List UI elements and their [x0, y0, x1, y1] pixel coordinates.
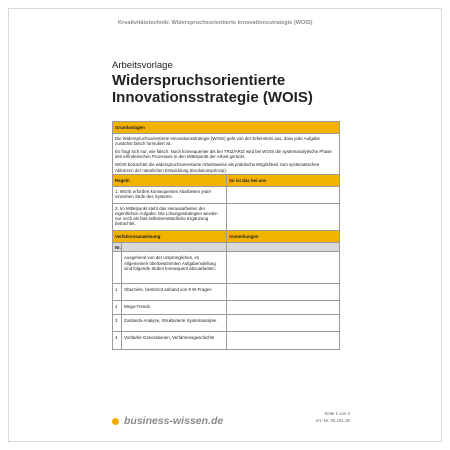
step-number: 4 — [113, 332, 122, 350]
step-text: Vorläufer-Generationen, Verfahrensgeschichte — [122, 332, 227, 350]
regel-note-cell[interactable] — [227, 204, 340, 231]
table-row — [113, 204, 340, 231]
step-number: 2 — [113, 301, 122, 315]
grundlagen-text — [113, 134, 340, 175]
step-number: 1 — [113, 283, 122, 301]
verfahren-intro: Ausgehend von der ursprünglichen, im Allgemeinen überbestimmten Aufgabenstellung sind folgende Stufen konsequent abzuarbeiten: — [122, 252, 227, 284]
grundlagen-body-row — [113, 134, 340, 175]
nr-header-spacer — [227, 243, 340, 252]
logo-text: business-wissen.de — [124, 415, 224, 427]
logo-dot-icon — [112, 418, 119, 425]
table-row — [113, 283, 340, 301]
step-number: 3 — [113, 314, 122, 332]
worksheet-table — [112, 121, 340, 350]
step-note-cell[interactable] — [227, 283, 340, 301]
step-note-cell[interactable] — [227, 301, 340, 315]
document-header: Kreativitätstechnik: Widerspruchsorientierte Innovationsstrategie (WOIS) — [118, 20, 313, 26]
nr-header-row — [113, 243, 340, 252]
document-title: Widerspruchsorientierte Innovationsstrategie (WOIS) — [112, 72, 313, 106]
page-number: Seite 1 von 3 — [324, 411, 350, 416]
step-text: Mega-Trends — [122, 301, 227, 315]
regeln-heading: Regeln — [113, 175, 227, 187]
regel-text: 1. WOIS erfordert konsequentes Abarbeiten jeder einzelnen Stufe des Systems. — [113, 187, 227, 204]
article-number: Art.-Nr. 06.161.36 — [315, 417, 350, 423]
step-number — [113, 252, 122, 284]
table-row — [113, 252, 340, 284]
grundlagen-header-row — [113, 122, 340, 134]
step-note-cell[interactable] — [227, 252, 340, 284]
nr-label: Nr. — [113, 243, 122, 252]
table-row — [113, 187, 340, 204]
regeln-notes-heading: So ist das bei uns — [227, 175, 340, 187]
table-row — [113, 301, 340, 315]
nr-header-spacer — [122, 243, 227, 252]
step-note-cell[interactable] — [227, 332, 340, 350]
verfahren-heading: Verfahrensanweisung — [113, 231, 227, 243]
regel-text: 2. Im Mittelpunkt steht das Herausarbeiten der eigentlichen Aufgabe. Die Lösungsstrategien werden nur noch als fast selbstverständliche Ergänzung betrachtet. — [113, 204, 227, 231]
document-subtitle: Arbeitsvorlage — [112, 60, 173, 71]
business-wissen-logo[interactable] — [112, 414, 223, 428]
grundlagen-heading: Grundanlagen — [113, 122, 340, 134]
step-note-cell[interactable] — [227, 314, 340, 332]
grundlagen-paragraph: WOIS betrachtet die widerspruchsorientierte Arbeitsweise als praktische Möglichkeit zum systematischen Abkürzen der natürlichen Entwicklung (Evolutionsprinzip). — [115, 162, 320, 173]
anmerkungen-heading: Anmerkungen — [227, 231, 340, 243]
grundlagen-paragraph: Die Widerspruchsorientierte Innovationsstrategie (WOIS) geht von der Erkenntnis aus, dass jede Aufgabe zunächst falsch formuliert ist. — [115, 135, 321, 146]
step-text: Oberziele, bestimmt anhand von 9 W-Fragen — [122, 283, 227, 301]
footer-meta — [300, 411, 350, 424]
regel-note-cell[interactable] — [227, 187, 340, 204]
grundlagen-paragraph: Es fragt sich nur, wie falsch. Noch konsequenter als bei TRIZ/ARIZ wird bei WOIS die systemanalytische Phase des erfinderischen Prozesses in den Mittelpunkt der Arbeit gerückt. — [115, 148, 332, 160]
step-text: Zustands-Analyse, Strukturierte Systemanalyse — [122, 314, 227, 332]
verfahren-header-row — [113, 231, 340, 243]
table-row — [113, 332, 340, 350]
regeln-header-row — [113, 175, 340, 187]
table-row — [113, 314, 340, 332]
